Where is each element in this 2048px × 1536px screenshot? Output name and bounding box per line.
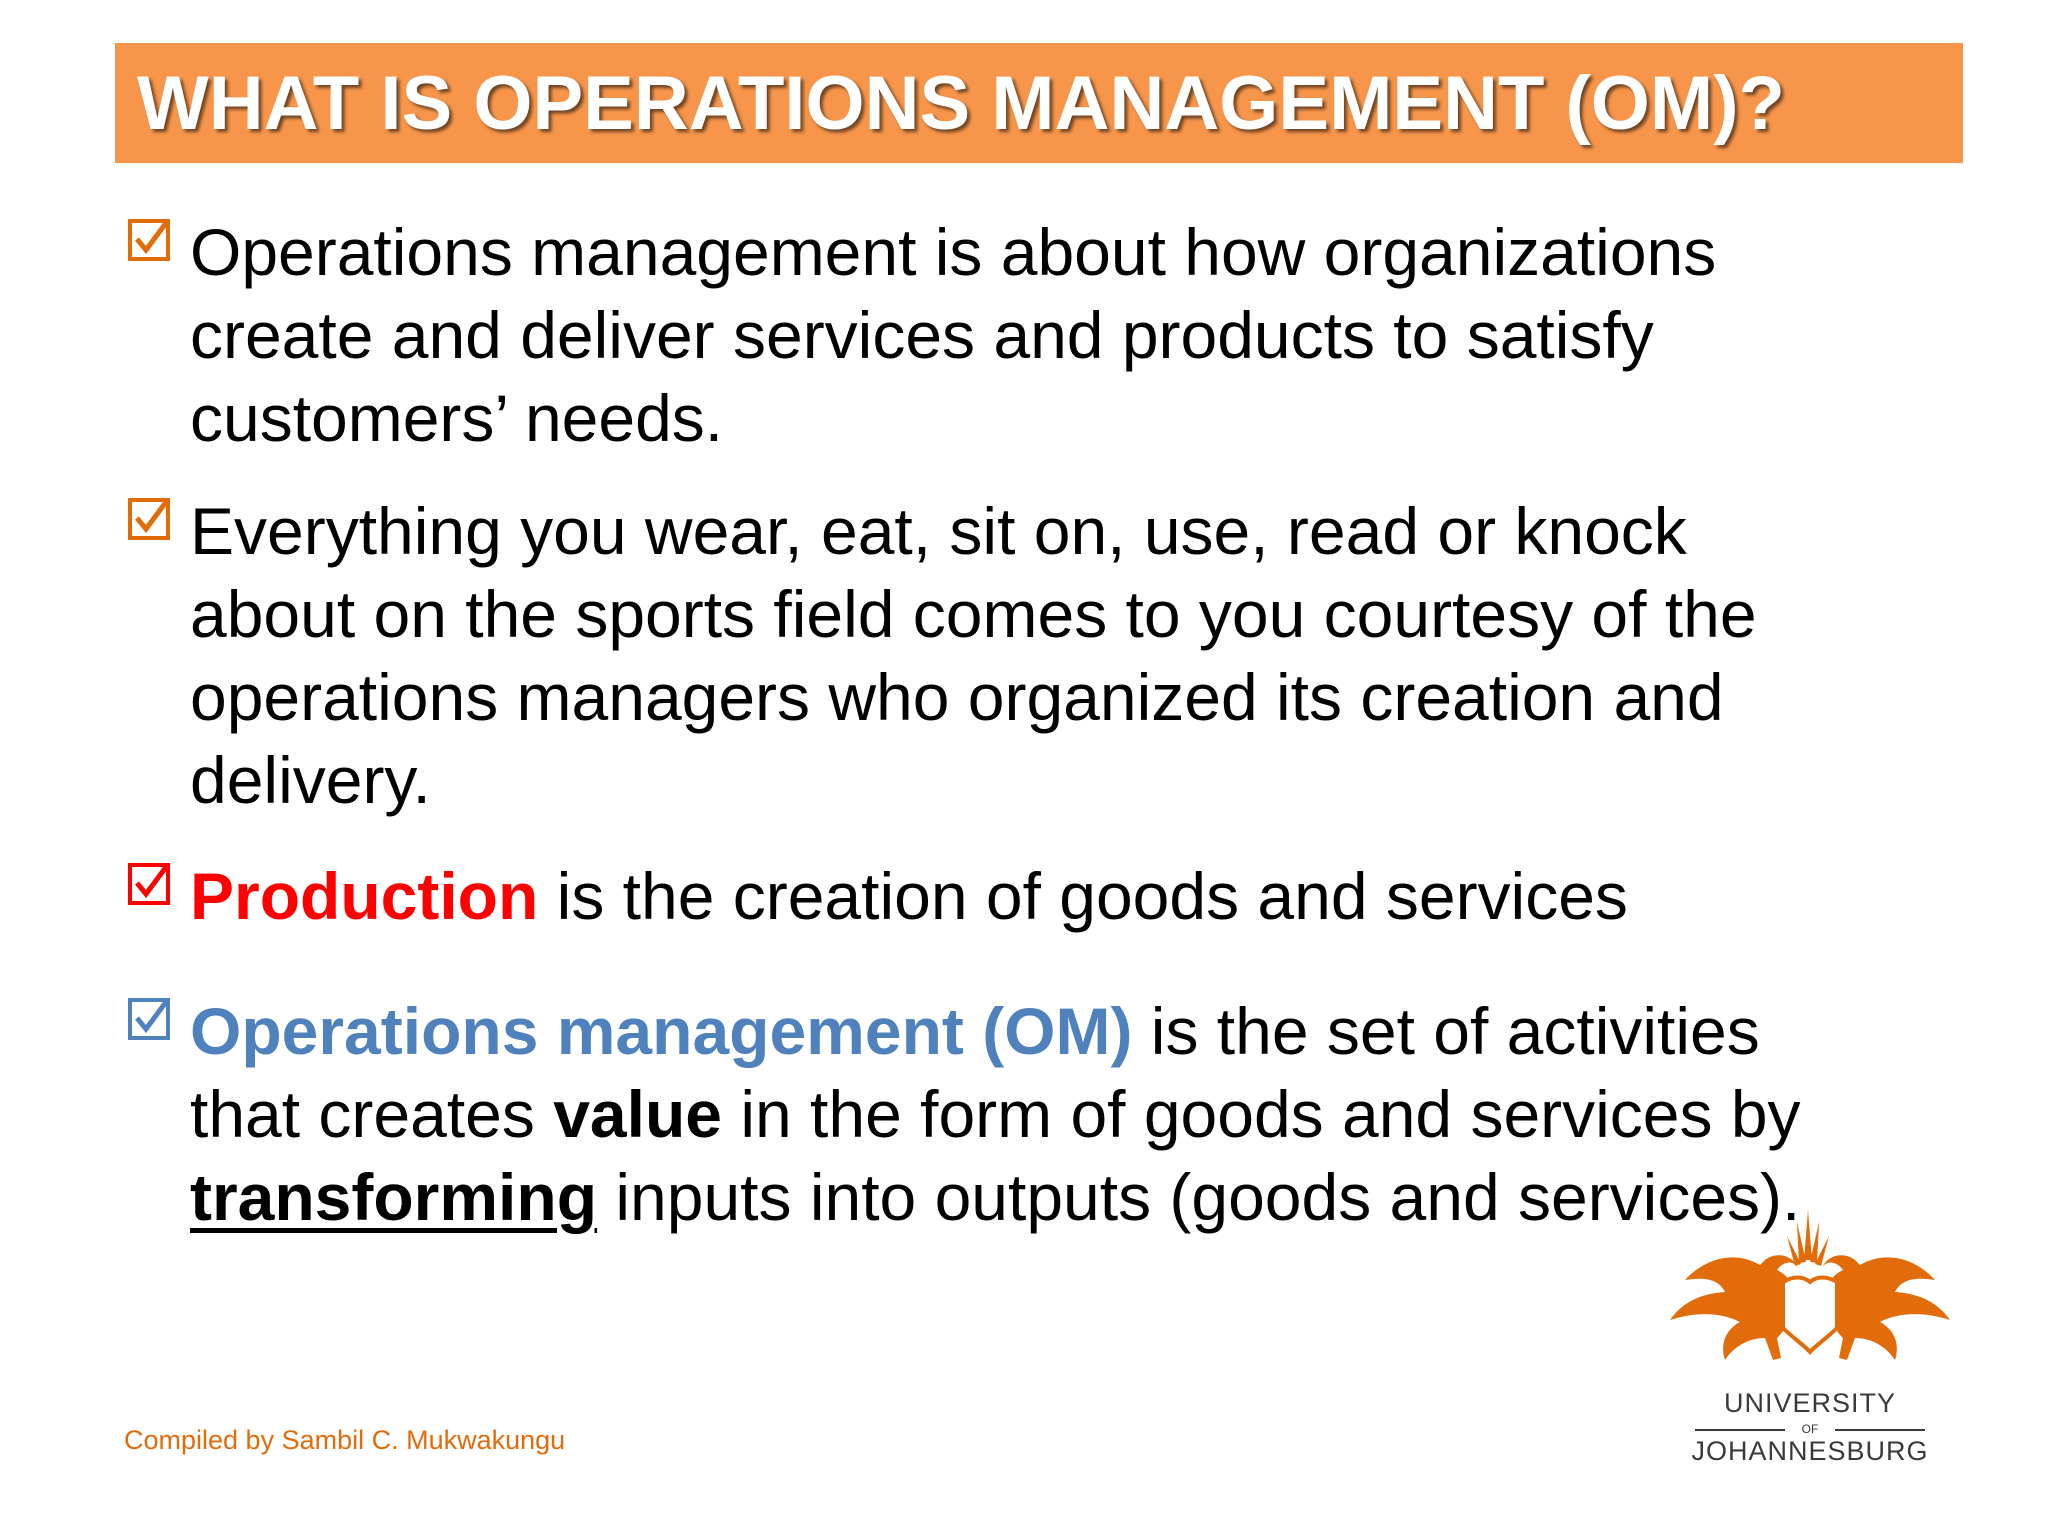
bullet-item-2 <box>128 490 1888 822</box>
checked-box-icon <box>128 998 170 1040</box>
bullet-3-line-1 <box>190 855 1888 938</box>
om-term: Operations management (OM) <box>190 994 1133 1068</box>
transforming-term: transforming <box>190 1160 598 1234</box>
logo-text-of: OF <box>1801 1422 1819 1436</box>
bullet-1-line-3: customers’ needs. <box>190 381 724 455</box>
bullet-item-1 <box>128 211 1888 460</box>
checked-box-icon <box>128 498 170 540</box>
bullet-item-4 <box>128 990 1888 1239</box>
footer-credit: Compiled by Sambil C. Mukwakungu <box>124 1425 566 1455</box>
logo-text-johannesburg: JOHANNESBURG <box>1691 1436 1929 1466</box>
checked-box-icon <box>128 863 170 905</box>
bullet-item-3 <box>128 855 1888 938</box>
bullet-2-line-2: about on the sports field comes to you courtesy of the <box>190 577 1757 651</box>
bullet-4-line-2 <box>190 1073 1888 1156</box>
value-term: value <box>553 1077 722 1151</box>
bullet-2-line-3: operations managers who organized its creation and <box>190 660 1724 734</box>
bullet-4-line-1 <box>190 990 1888 1073</box>
production-term: Production <box>190 859 539 933</box>
om-definition-part-3: inputs into outputs (goods and services). <box>597 1160 1801 1234</box>
slide-title: WHAT IS OPERATIONS MANAGEMENT (OM)? <box>137 60 1785 146</box>
bullet-1-line-2: create and deliver services and products to satisfy <box>190 298 1654 372</box>
logo-text-university: UNIVERSITY <box>1723 1388 1897 1418</box>
university-logo <box>1665 1210 1955 1510</box>
om-definition-part-2b: in the form of goods and services by <box>721 1077 1801 1151</box>
bullet-2-line-4: delivery. <box>190 743 431 817</box>
om-definition-part-1: is the set of activities <box>1132 994 1760 1068</box>
bullet-4-line-3 <box>190 1156 1888 1239</box>
bullet-1-line-1: Operations management is about how organizations <box>190 215 1717 289</box>
slide-title-bar <box>115 43 1963 163</box>
checked-box-icon <box>128 219 170 261</box>
om-definition-part-2a: that creates <box>190 1077 554 1151</box>
university-emblem-icon <box>1665 1210 1955 1380</box>
bullet-2-line-1: Everything you wear, eat, sit on, use, read or knock <box>190 494 1687 568</box>
logo-rule-right <box>1835 1429 1925 1431</box>
production-definition: is the creation of goods and services <box>538 859 1628 933</box>
